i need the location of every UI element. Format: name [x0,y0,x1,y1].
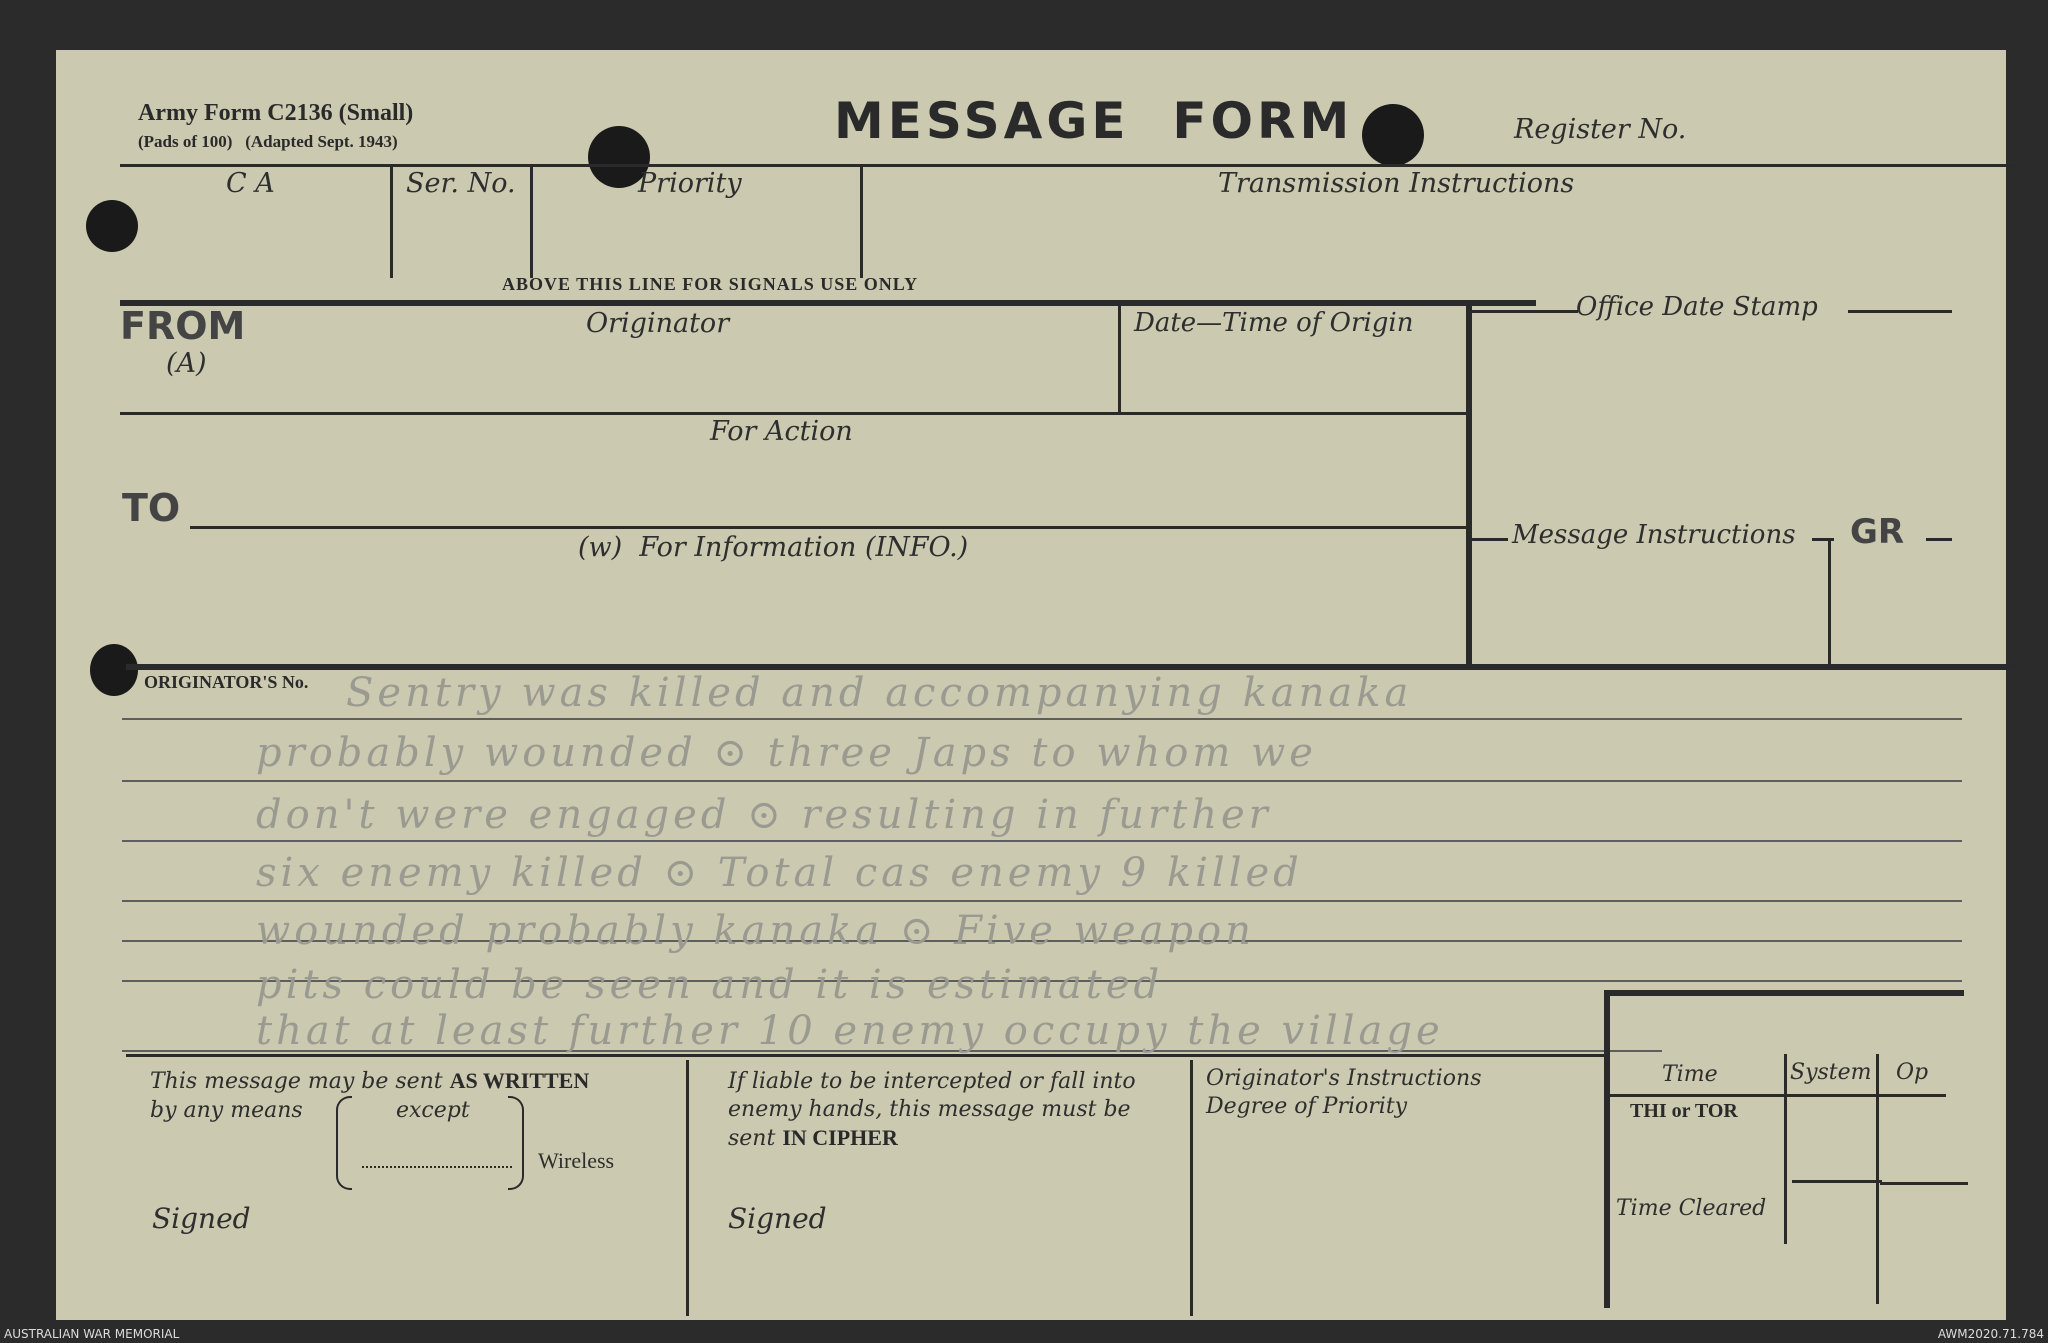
divider [1784,1054,1787,1244]
form-subtitle: (Pads of 100) (Adapted Sept. 1943) [138,132,398,151]
footer-right: AWM2020.71.784 [1937,1327,2044,1341]
message-line [122,780,1962,782]
instr-rule [1472,538,1508,541]
for-action-label: For Action [710,416,853,447]
divider [1604,990,1610,1308]
page-title: MESSAGE FORM [834,92,1354,150]
handwritten-line: six enemy killed ⊙ Total cas enemy 9 killed [256,850,1303,896]
col2-body: If liable to be intercepted or fall into enemy hands, this message must be sent [728,1069,1136,1151]
divider [1828,538,1831,666]
bottom-block-top-rule [1604,990,1964,996]
col1-line2: by any means [150,1098,303,1123]
bottom-rule [1610,1094,1946,1097]
message-form [56,50,2006,1320]
divider [530,166,533,278]
date-time-label: Date—Time of Origin [1134,308,1414,338]
transmission-label: Transmission Instructions [1218,168,1575,199]
divider [1118,306,1121,412]
divider [860,166,863,278]
handwritten-line: don't were engaged ⊙ resulting in further [256,792,1272,838]
divider [1190,1060,1193,1316]
col1-wireless: Wireless [538,1148,615,1173]
col3-line2: Degree of Priority [1206,1094,1408,1119]
originators-no-label: ORIGINATOR'S No. [144,672,309,692]
stamp-rule [1848,310,1952,313]
handwritten-line: probably wounded ⊙ three Japs to whom we [256,730,1317,776]
office-stamp-label: Office Date Stamp [1576,292,1818,322]
col1-except: except [396,1098,470,1123]
col4-op: Op [1896,1060,1929,1085]
col4-thi: THI or TOR [1630,1100,1738,1122]
ser-no-label: Ser. No. [406,168,516,199]
divider [390,166,393,278]
message-instructions-label: Message Instructions [1512,520,1796,550]
col3-line1: Originator's Instructions [1206,1066,1482,1091]
handwritten-line: pits could be seen and it is estimated [256,962,1164,1008]
register-no-label: Register No. [1514,114,1687,145]
col4-system: System [1790,1060,1872,1085]
header-rule [120,164,2016,167]
right-block-rule [1466,300,1472,670]
originator-label: Originator [586,308,730,339]
bottom-rule [126,1054,1606,1057]
footer-left: AUSTRALIAN WAR MEMORIAL [4,1327,180,1341]
as-written: AS WRITTEN [449,1068,590,1093]
divider [686,1060,689,1316]
stamp-rule [1472,310,1578,313]
in-cipher: IN CIPHER [782,1125,898,1150]
from-a-label: (A) [166,348,207,379]
col2-signed: Signed [728,1202,827,1235]
col4-time: Time [1662,1062,1718,1087]
from-label: FROM [120,304,246,348]
message-line [122,900,1962,902]
message-line [122,840,1962,842]
col1-line1 [150,1068,589,1094]
to-rule [190,526,1466,529]
divider [1876,1054,1879,1304]
punch-hole [86,200,138,252]
bottom-rule [1792,1180,1882,1183]
bottom-rule [1880,1182,1968,1185]
ca-label: C A [226,168,275,199]
handwritten-line: that at least further 10 enemy occupy the village [256,1008,1444,1054]
col4-time-cleared: Time Cleared [1616,1196,1767,1221]
col1-signed: Signed [152,1202,251,1235]
from-top-rule [120,300,1536,306]
priority-label: Priority [638,168,742,199]
message-line [122,718,1962,720]
gr-rule [1926,538,1952,541]
col2-text [728,1068,1158,1153]
gr-label: GR [1850,512,1905,552]
to-label: TO [122,486,181,530]
from-bottom-rule [120,412,1466,415]
punch-hole [1362,104,1424,166]
col1-text: This message may be sent [150,1069,443,1094]
handwritten-line: Sentry was killed and accompanying kanaka [346,670,1413,716]
except-dotted-field [362,1166,512,1168]
punch-hole [90,644,138,696]
signals-note: ABOVE THIS LINE FOR SIGNALS USE ONLY [502,274,919,294]
form-name: Army Form C2136 (Small) [138,100,414,126]
handwritten-line: wounded probably kanaka ⊙ Five weapon [256,908,1255,954]
brace-left [336,1096,352,1190]
brace-right [508,1096,524,1190]
for-info-label: (w) For Information (INFO.) [578,532,969,563]
